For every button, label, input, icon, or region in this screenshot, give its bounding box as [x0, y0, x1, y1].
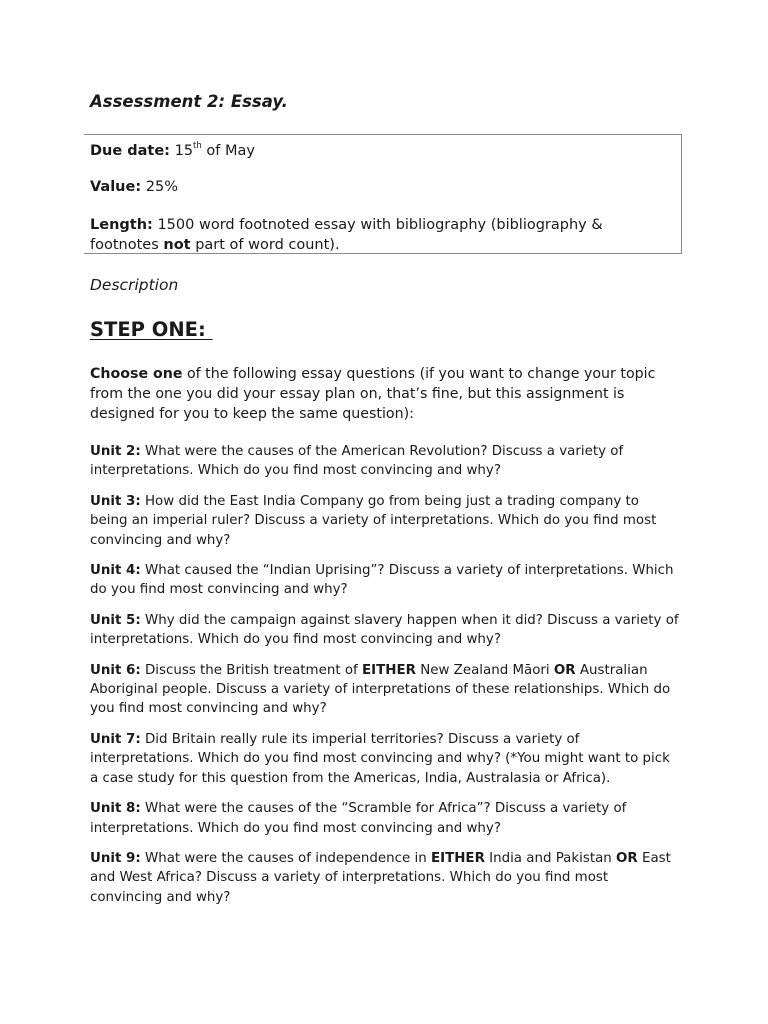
body-text: part of word count).	[190, 237, 340, 253]
body-text: What caused the “Indian Uprising”? Discuss a variety of interpretations. Which do you find most convincing and why?	[90, 563, 674, 598]
unit-label: Unit 2:	[90, 444, 141, 459]
instructions-paragraph	[90, 364, 670, 425]
due-date-day: 15	[169, 142, 194, 159]
essay-question-item	[90, 611, 680, 650]
body-text: Australian Aboriginal people. Discuss a variety of interpretations of these relationships. Which do you find most convincing and why?	[90, 662, 671, 717]
unit-label: Unit 7:	[90, 731, 141, 747]
body-text: New Zealand Māori	[415, 662, 554, 678]
value-text: 25%	[141, 179, 178, 195]
emphasis-text: EITHER	[362, 662, 416, 678]
unit-label: Unit 9:	[90, 850, 141, 866]
due-date-rest: of May	[201, 142, 255, 159]
instructions-text: of the following essay questions (if you want to change your topic from the one you did your essay plan on, that’s fine, but this assignment is designed for you to keep the same question):	[90, 366, 656, 423]
body-text: Why did the campaign against slavery happen when it did? Discuss a variety of interpretations. Which do you find most convincing and why?	[90, 612, 679, 648]
unit-label: Unit 3:	[90, 493, 141, 509]
essay-question-item	[90, 730, 680, 788]
assessment-title: Assessment 2: Essay.	[90, 92, 288, 111]
emphasis-text: OR	[616, 850, 638, 866]
body-text: East and West Africa? Discuss a variety of interpretations. Which do you find most convincing and why?	[90, 850, 671, 905]
due-date-label: Due date:	[90, 142, 170, 159]
body-text: Discuss the British treatment of	[140, 662, 362, 678]
emphasis-text: not	[163, 237, 191, 253]
body-text: How did the East India Company go from being just a trading company to being an imperial ruler? Discuss a variety of interpretations. Which do you find most convincing and why?	[90, 493, 657, 548]
unit-label: Unit 8:	[90, 801, 141, 817]
essay-question-item	[90, 492, 680, 550]
assessment-details-box	[84, 134, 682, 254]
essay-question-item	[90, 849, 680, 907]
value-label: Value:	[90, 179, 142, 195]
body-text: What were the causes of the “Scramble for Africa”? Discuss a variety of interpretations. Which do you find most convincing and why?	[90, 801, 627, 836]
length-text	[90, 217, 603, 253]
unit-label: Unit 4:	[90, 563, 141, 579]
due-date-suffix: th	[193, 141, 202, 151]
body-text: What were the causes of the American Revolution? Discuss a variety of interpretations. Which do you find most convincing and why?	[90, 444, 624, 479]
essay-question-item	[90, 442, 680, 481]
length-line	[90, 215, 650, 255]
body-text: Did Britain really rule its imperial territories? Discuss a variety of interpretations. Which do you find most convincing and why? (*You might want to pick a case study for this question from the Americas, India, Australasia or Africa).	[90, 731, 670, 786]
body-text: 1500 word footnoted essay with bibliography (bibliography & footnotes	[90, 217, 603, 253]
emphasis-text: EITHER	[430, 850, 485, 866]
due-date-line	[90, 137, 255, 161]
body-text: India and Pakistan	[484, 850, 617, 866]
description-heading: Description	[90, 276, 179, 294]
length-label: Length:	[90, 217, 153, 233]
essay-question-item	[90, 661, 680, 719]
essay-question-item	[90, 561, 680, 600]
essay-question-item	[90, 799, 680, 838]
instructions-lead: Choose one	[90, 366, 183, 382]
unit-label: Unit 5:	[90, 612, 141, 628]
value-line	[90, 177, 178, 197]
body-text: What were the causes of independence in	[140, 850, 431, 866]
emphasis-text: OR	[553, 662, 576, 678]
unit-label: Unit 6:	[90, 662, 141, 678]
step-one-heading: STEP ONE:	[90, 318, 213, 341]
essay-question-list	[90, 442, 680, 918]
